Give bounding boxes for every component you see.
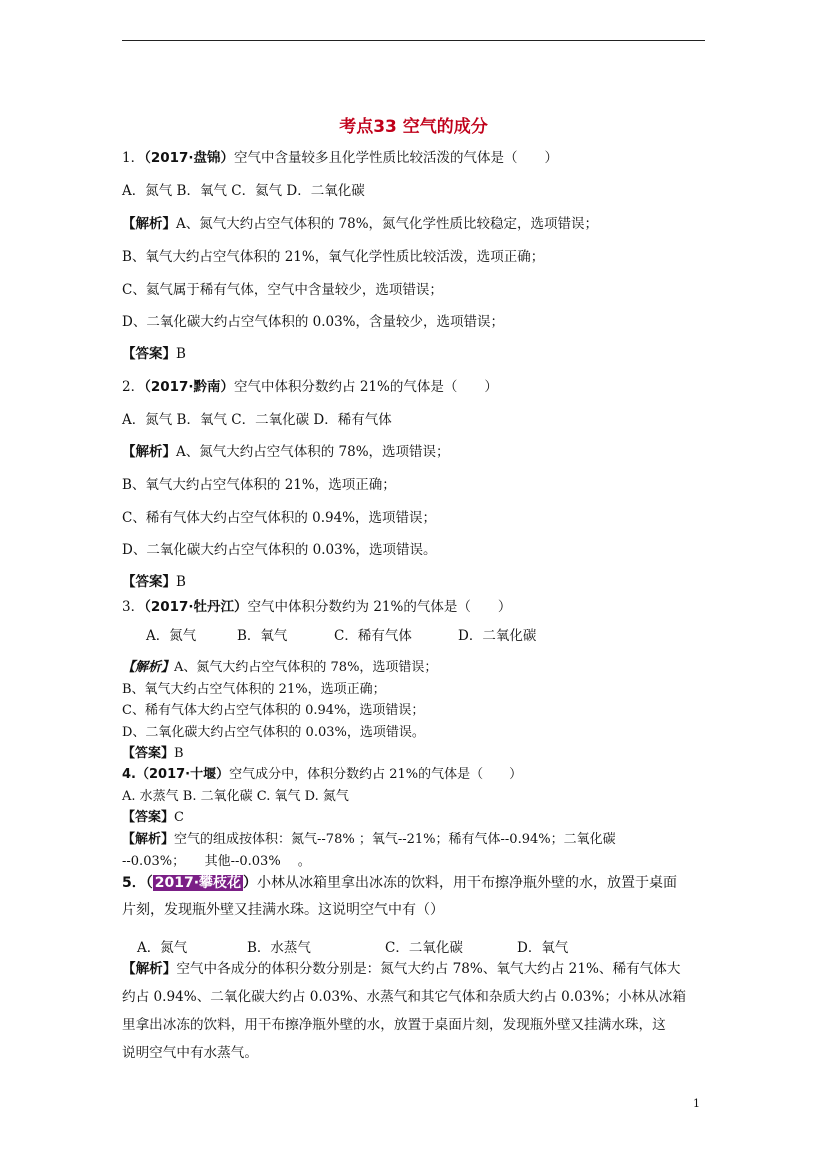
- analysis-text: A、氮气大约占空气体积的 78%，氮气化学性质比较稳定，选项错误；: [176, 216, 599, 232]
- analysis-text: 空气的组成按体积：氮气--78% ；氧气--21%；稀有气体--0.94%；二氧化碳: [174, 832, 616, 847]
- question-4-stem: [122, 768, 522, 781]
- question-5-stem: [122, 876, 677, 890]
- analysis-tag: 【解析】: [122, 660, 175, 675]
- answer-tag: 【答案】: [122, 810, 175, 825]
- page-title: 考点33 空气的成分: [339, 117, 488, 137]
- source-tag: （2017·盘锦）: [144, 150, 235, 166]
- question-3-answer: [122, 747, 184, 760]
- header-rule: [122, 40, 705, 41]
- question-text: 空气中体积分数约占 21%的气体是（ ）: [234, 379, 498, 395]
- question-2-analysis-a: [122, 446, 450, 460]
- question-2-analysis-c: C、稀有气体大约占空气体积的 0.94%，选项错误；: [122, 510, 437, 526]
- analysis-text: A、氮气大约占空气体积的 78%，选项错误；: [176, 444, 450, 460]
- analysis-text: A、氮气大约占空气体积的 78%，选项错误；: [174, 660, 438, 675]
- question-text: 空气中体积分数约为 21%的气体是（ ）: [247, 599, 512, 615]
- question-3-analysis-c: C、稀有气体大约占空气体积的 0.94%，选项错误；: [122, 703, 425, 718]
- source-tag: （2017·牡丹江）: [144, 599, 248, 615]
- source-tag-open: （: [145, 875, 153, 891]
- question-text: 空气成分中，体积分数约占 21%的气体是（ ）: [229, 767, 523, 782]
- source-tag: （2017·黔南）: [144, 379, 235, 395]
- question-1-analysis-c: C、氦气属于稀有气体，空气中含量较少，选项错误；: [122, 282, 443, 298]
- question-2-stem: [122, 381, 498, 395]
- question-3-options: [146, 630, 536, 644]
- question-1-options: A．氮气 B．氧气 C．氦气 D．二氧化碳: [122, 183, 365, 199]
- source-tag: （2017·十堰）: [135, 767, 230, 782]
- question-3-analysis-a: [122, 661, 437, 674]
- question-text: 空气中含量较多且化学性质比较活泼的气体是（ ）: [234, 150, 559, 166]
- analysis-tag: 【解析】: [122, 444, 176, 460]
- question-5-analysis-2: 约占 0.94%、二氧化碳大约占 0.03%、水蒸气和其它气体和杂质大约占 0.03%；小林从冰箱: [122, 989, 686, 1005]
- option-c: C．二氧化碳: [385, 940, 463, 956]
- answer-value: B: [176, 574, 186, 590]
- analysis-tag: 【解析】: [122, 216, 176, 232]
- question-2-analysis-d: D、二氧化碳大约占空气体积的 0.03%，选项错误。: [122, 542, 437, 558]
- question-2-analysis-b: B、氧气大约占空气体积的 21%，选项正确；: [122, 477, 396, 493]
- question-5-options: [137, 942, 568, 956]
- question-4-options: A. 水蒸气 B. 二氧化碳 C. 氧气 D. 氮气: [122, 789, 349, 804]
- question-5-analysis-4: 说明空气中有水蒸气。: [122, 1045, 258, 1061]
- option-a: A．氮气: [146, 628, 197, 644]
- question-5-stem-2: 片刻，发现瓶外壁又挂满水珠。这说明空气中有（）: [122, 902, 444, 918]
- question-1-answer: [122, 348, 186, 362]
- question-3-stem: [122, 601, 511, 615]
- question-4-analysis-1: [122, 833, 616, 846]
- option-a: A．氮气: [137, 940, 188, 956]
- option-c: C．稀有气体: [334, 628, 412, 644]
- option-b: B．氧气: [237, 628, 288, 644]
- question-2-options: A．氮气 B．氧气 C．二氧化碳 D．稀有气体: [122, 412, 392, 428]
- answer-value: B: [176, 346, 186, 362]
- question-text: 小林从冰箱里拿出冰冻的饮料，用干布擦净瓶外壁的水，放置于桌面: [257, 875, 678, 891]
- option-d: D．氧气: [517, 940, 569, 956]
- answer-tag: 【答案】: [122, 346, 176, 362]
- question-1-analysis-b: B、氧气大约占空气体积的 21%，氧气化学性质比较活泼，选项正确；: [122, 249, 545, 265]
- analysis-tag: 【解析】: [122, 961, 177, 977]
- question-1-analysis-d: D、二氧化碳大约占空气体积的 0.03%，含量较少，选项错误；: [122, 314, 505, 330]
- option-b: B．水蒸气: [247, 940, 311, 956]
- answer-value: B: [174, 746, 184, 761]
- answer-value: C: [174, 810, 184, 825]
- analysis-tag: 【解析】: [122, 832, 175, 847]
- question-4-answer: [122, 811, 184, 824]
- question-number: 5．: [122, 875, 146, 891]
- question-number: 4.: [122, 767, 136, 782]
- source-tag-highlighted: 2017·攀枝花: [154, 875, 242, 891]
- question-3-analysis-d: D、二氧化碳大约占空气体积的 0.03%，选项错误。: [122, 725, 425, 740]
- analysis-text: 空气中各成分的体积分数分别是：氮气大约占 78%、氧气大约占 21%、稀有气体大: [176, 961, 681, 977]
- answer-tag: 【答案】: [122, 574, 176, 590]
- question-5-analysis-1: [122, 963, 680, 977]
- answer-tag: 【答案】: [122, 746, 175, 761]
- question-1-analysis-a: [122, 218, 598, 232]
- question-3-analysis-b: B、氧气大约占空气体积的 21%，选项正确；: [122, 682, 386, 697]
- source-tag-close: ）: [243, 875, 258, 891]
- page-number: 1: [693, 1097, 700, 1110]
- question-2-answer: [122, 576, 186, 590]
- question-5-analysis-3: 里拿出冰冻的饮料，用干布擦净瓶外壁的水，放置于桌面片刻，发现瓶外壁又挂满水珠，这: [122, 1017, 666, 1033]
- question-number: 1．: [122, 150, 145, 166]
- question-number: 3．: [122, 599, 145, 615]
- question-4-analysis-2: --0.03%； 其他--0.03% 。: [122, 854, 311, 869]
- option-d: D．二氧化碳: [458, 628, 537, 644]
- question-number: 2．: [122, 379, 145, 395]
- question-1-stem: [122, 152, 558, 166]
